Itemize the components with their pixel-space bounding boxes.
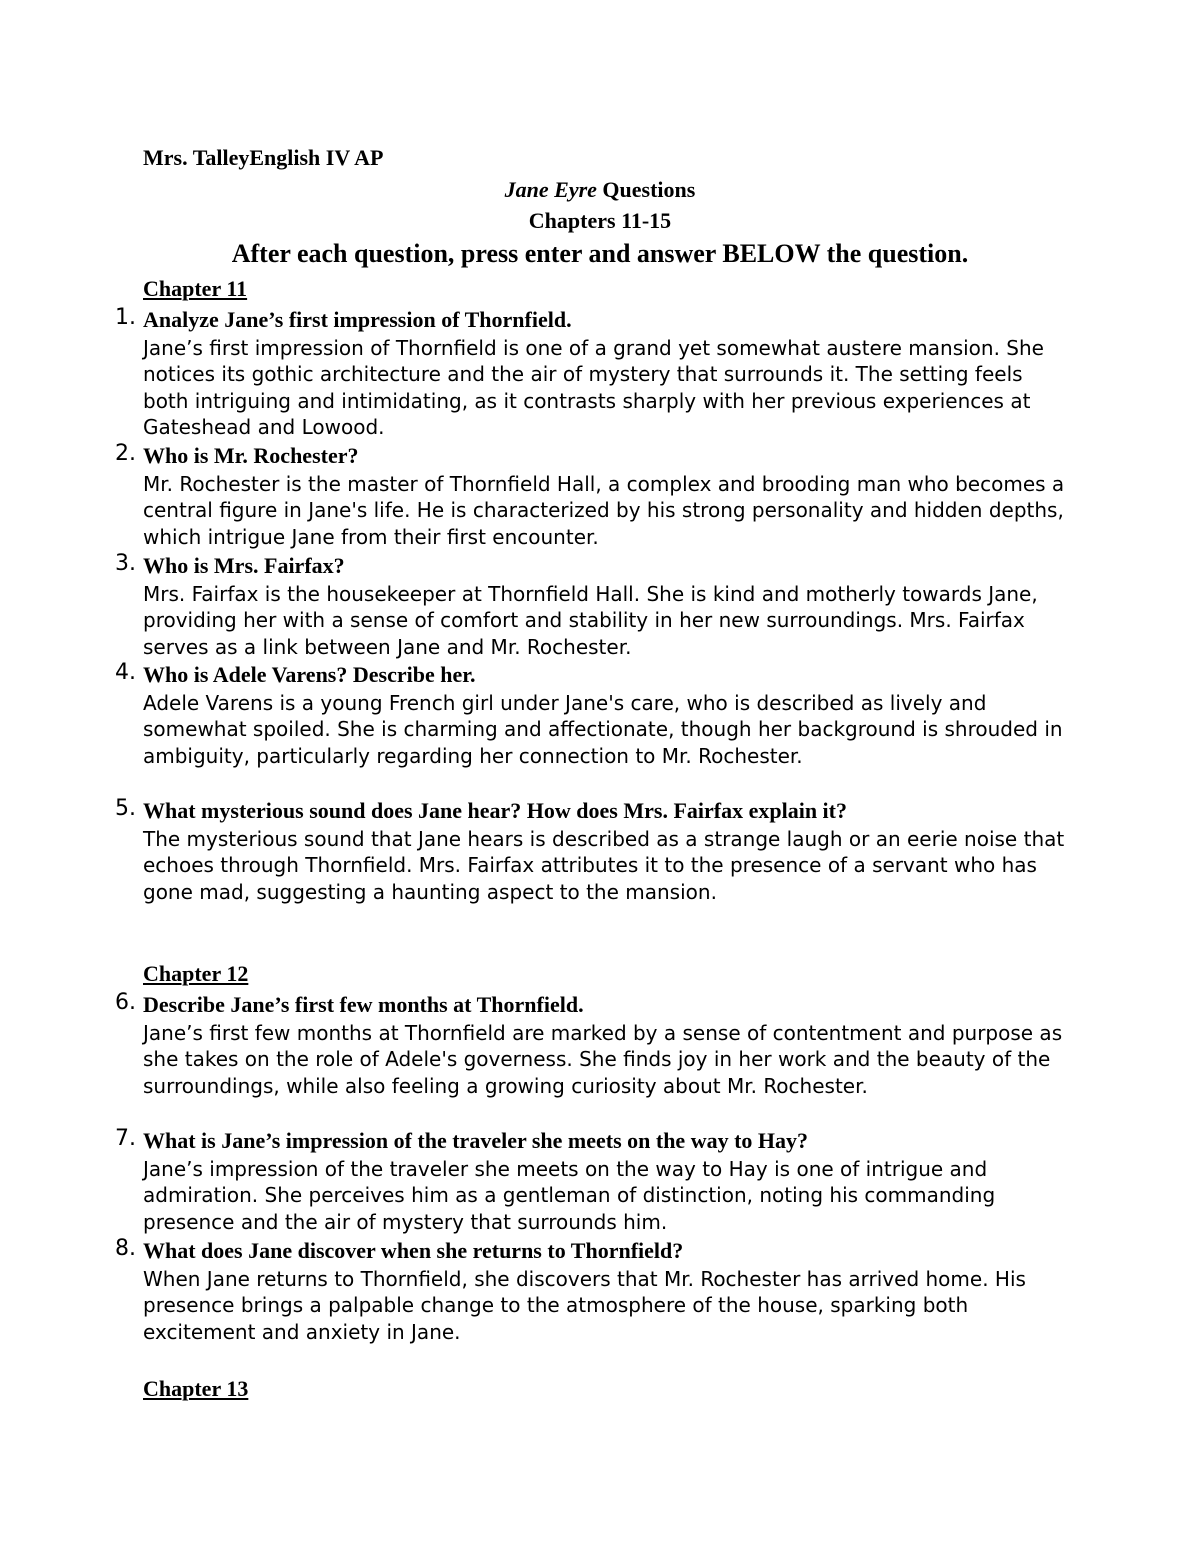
question-item-8	[115, 1236, 1075, 1345]
question-text: What does Jane discover when she returns to Thornfield?	[143, 1238, 684, 1263]
instructions: After each question, press enter and answer BELOW the question.	[231, 239, 969, 268]
question-item-7	[115, 1126, 1075, 1235]
question-number: 5.	[115, 796, 136, 821]
question-number: 4.	[115, 660, 136, 685]
question-item-6	[115, 990, 1075, 1099]
title-suffix: Questions	[596, 177, 696, 202]
answer-text[interactable]: Adele Varens is a young French girl under Jane's care, who is described as lively and somewhat spoiled. She is charming and affectionate, though her background is shrouded in ambiguity, particularly regarding her connection to Mr. Rochester.	[143, 691, 1063, 768]
question-item-2	[115, 441, 1075, 550]
chapter-heading-12: Chapter 12	[143, 961, 249, 986]
answer-text[interactable]: Jane’s first few months at Thornfield are marked by a sense of contentment and purpose as she takes on the role of Adele's governess. She finds joy in her work and the beauty of the surroundings, while also feeling a growing curiosity about Mr. Rochester.	[143, 1021, 1063, 1098]
document-title	[0, 177, 1200, 203]
answer-text[interactable]: Mr. Rochester is the master of Thornfield Hall, a complex and brooding man who becomes a central figure in Jane's life. He is characterized by his strong personality and hidden depths, which intrigue Jane from their first encounter.	[143, 472, 1065, 549]
question-item-5	[115, 796, 1075, 905]
question-item-4	[115, 660, 1075, 769]
answer-text[interactable]: Jane’s impression of the traveler she meets on the way to Hay is one of intrigue and admiration. She perceives him as a gentleman of distinction, noting his commanding presence and the air of mystery that surrounds him.	[143, 1157, 996, 1234]
chapter-heading-13: Chapter 13	[143, 1376, 249, 1401]
answer-text[interactable]: Mrs. Fairfax is the housekeeper at Thornfield Hall. She is kind and motherly towards Jane, providing her with a sense of comfort and stability in her new surroundings. Mrs. Fairfax serves as a link between Jane and Mr. Rochester.	[143, 582, 1038, 659]
question-text: Who is Adele Varens? Describe her.	[143, 662, 476, 687]
question-text: Who is Mr. Rochester?	[143, 443, 359, 468]
chapters-range: Chapters 11-15	[528, 208, 672, 233]
question-text: Describe Jane’s first few months at Thornfield.	[143, 992, 584, 1017]
question-number: 6.	[115, 990, 136, 1015]
question-item-3	[115, 551, 1075, 660]
teacher-course-line: Mrs. TalleyEnglish IV AP	[143, 145, 384, 170]
book-title: Jane Eyre	[504, 177, 597, 202]
question-number: 8.	[115, 1236, 136, 1261]
chapter-heading-11: Chapter 11	[143, 276, 248, 301]
question-number: 3.	[115, 551, 136, 576]
question-text: What is Jane’s impression of the traveler she meets on the way to Hay?	[143, 1128, 809, 1153]
question-text: Analyze Jane’s first impression of Thornfield.	[143, 307, 572, 332]
question-number: 2.	[115, 441, 136, 466]
question-text: Who is Mrs. Fairfax?	[143, 553, 345, 578]
question-item-1	[115, 305, 1075, 440]
answer-text[interactable]: The mysterious sound that Jane hears is described as a strange laugh or an eerie noise that echoes through Thornfield. Mrs. Fairfax attributes it to the presence of a servant who has gone mad, suggesting a haunting aspect to the mansion.	[143, 827, 1065, 904]
question-number: 7.	[115, 1126, 136, 1151]
answer-text[interactable]: When Jane returns to Thornfield, she discovers that Mr. Rochester has arrived home. His presence brings a palpable change to the atmosphere of the house, sparking both excitement and anxiety in Jane.	[143, 1267, 1026, 1344]
answer-text[interactable]: Jane’s first impression of Thornfield is one of a grand yet somewhat austere mansion. She notices its gothic architecture and the air of mystery that surrounds it. The setting feels both intriguing and intimidating, as it contrasts sharply with her previous experiences at Gateshead and Lowood.	[143, 336, 1044, 439]
question-number: 1.	[115, 305, 136, 330]
question-text: What mysterious sound does Jane hear? How does Mrs. Fairfax explain it?	[143, 798, 847, 823]
